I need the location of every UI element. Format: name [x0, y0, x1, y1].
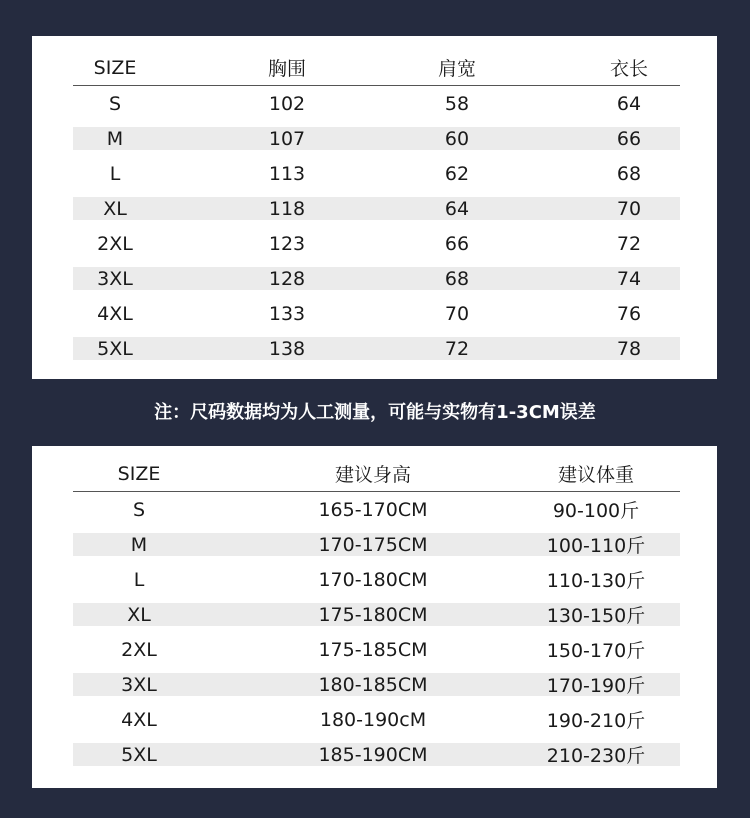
- table-row: [73, 226, 680, 261]
- cell-length: 64: [616, 92, 642, 115]
- header-shoulder: 肩宽: [437, 58, 476, 80]
- cell-length: 76: [616, 302, 642, 325]
- cell-weight: 130-150斤: [546, 605, 646, 627]
- cell-size: 2XL: [97, 232, 133, 255]
- size-measurement-table: [73, 50, 680, 366]
- cell-length: 78: [616, 337, 642, 360]
- cell-shoulder: 68: [444, 267, 470, 290]
- cell-height: 180-190cM: [319, 708, 427, 731]
- table-row: [73, 197, 680, 220]
- cell-size: 4XL: [97, 302, 133, 325]
- cell-shoulder: 60: [444, 127, 470, 150]
- cell-size: XL: [103, 197, 127, 220]
- cell-chest: 133: [268, 302, 306, 325]
- cell-chest: 102: [268, 92, 306, 115]
- cell-length: 74: [616, 267, 642, 290]
- cell-height: 175-185CM: [318, 638, 428, 661]
- cell-weight: 110-130斤: [546, 570, 646, 592]
- cell-shoulder: 58: [444, 92, 470, 115]
- cell-height: 170-175CM: [318, 533, 428, 556]
- cell-length: 70: [616, 197, 642, 220]
- cell-chest: 138: [268, 337, 306, 360]
- table-row: [73, 296, 680, 331]
- cell-shoulder: 64: [444, 197, 470, 220]
- cell-size: M: [106, 127, 124, 150]
- size-recommendation-table: [73, 456, 680, 772]
- cell-length: 72: [616, 232, 642, 255]
- cell-size: L: [133, 568, 145, 591]
- cell-height: 170-180CM: [318, 568, 428, 591]
- cell-height: 180-185CM: [318, 673, 428, 696]
- table-row: [73, 673, 680, 696]
- cell-weight: 210-230斤: [546, 745, 646, 767]
- table-row: [73, 267, 680, 290]
- cell-height: 165-170CM: [318, 498, 428, 521]
- table-row: [73, 562, 680, 597]
- cell-shoulder: 66: [444, 232, 470, 255]
- table-header-row: [73, 456, 680, 492]
- header-size: SIZE: [93, 56, 137, 79]
- table-row: [73, 127, 680, 150]
- table-row: [73, 603, 680, 626]
- cell-length: 68: [616, 162, 642, 185]
- cell-height: 185-190CM: [318, 743, 428, 766]
- header-size: SIZE: [117, 462, 161, 485]
- cell-size: L: [109, 162, 121, 185]
- table-row: [73, 337, 680, 360]
- header-height: 建议身高: [334, 464, 411, 486]
- table-row: [73, 533, 680, 556]
- cell-chest: 113: [268, 162, 306, 185]
- cell-height: 175-180CM: [318, 603, 428, 626]
- table-row: [73, 86, 680, 121]
- cell-size: 5XL: [121, 743, 157, 766]
- cell-size: 5XL: [97, 337, 133, 360]
- measurement-note: 注：尺码数据均为人工测量，可能与实物有1-3CM误差: [154, 402, 596, 423]
- header-weight: 建议体重: [557, 464, 634, 486]
- cell-weight: 150-170斤: [546, 640, 646, 662]
- size-chart-card: [32, 36, 717, 379]
- cell-weight: 190-210斤: [546, 710, 646, 732]
- recommendation-card: [32, 446, 717, 788]
- table-row: [73, 632, 680, 667]
- table-row: [73, 702, 680, 737]
- cell-size: 3XL: [97, 267, 133, 290]
- cell-size: M: [130, 533, 148, 556]
- cell-shoulder: 62: [444, 162, 470, 185]
- header-chest: 胸围: [267, 58, 306, 80]
- cell-size: S: [108, 92, 122, 115]
- cell-weight: 90-100斤: [552, 500, 640, 522]
- table-header-row: [73, 50, 680, 86]
- cell-size: XL: [127, 603, 151, 626]
- cell-weight: 100-110斤: [546, 535, 646, 557]
- table-row: [73, 492, 680, 527]
- cell-length: 66: [616, 127, 642, 150]
- table-row: [73, 156, 680, 191]
- table-row: [73, 743, 680, 766]
- cell-size: 3XL: [121, 673, 157, 696]
- cell-shoulder: 72: [444, 337, 470, 360]
- cell-shoulder: 70: [444, 302, 470, 325]
- cell-chest: 123: [268, 232, 306, 255]
- cell-chest: 107: [268, 127, 306, 150]
- cell-size: S: [132, 498, 146, 521]
- cell-weight: 170-190斤: [546, 675, 646, 697]
- cell-chest: 128: [268, 267, 306, 290]
- header-length: 衣长: [609, 58, 648, 80]
- cell-chest: 118: [268, 197, 306, 220]
- cell-size: 4XL: [121, 708, 157, 731]
- cell-size: 2XL: [121, 638, 157, 661]
